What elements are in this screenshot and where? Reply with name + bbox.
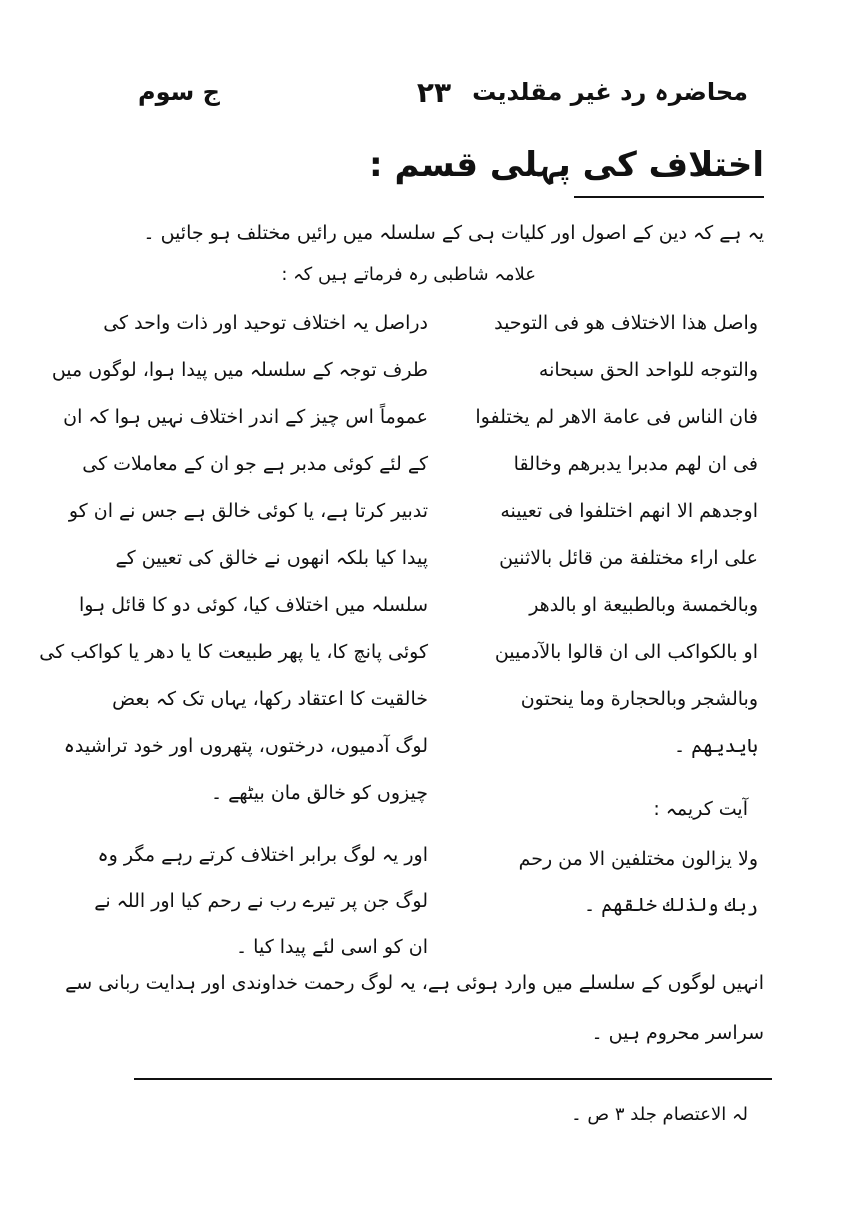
header-book-title: محاضرہ رد غیر مقلدیت bbox=[472, 78, 748, 106]
header-volume: ج سوم bbox=[138, 78, 220, 106]
arabic-quote-line: وبالشجر وبالحجارة وما ينحتون bbox=[520, 688, 758, 710]
intro-line: یہ ہے کہ دین کے اصول اور کلیات ہی کے سلسلہ میں رائیں مختلف ہو جائیں ۔ bbox=[143, 222, 764, 244]
section-title: اختلاف کی پہلی قسم : bbox=[369, 145, 764, 185]
ayat-arabic-line: ولا يزالون مختلفين الا من رحم bbox=[518, 848, 758, 870]
urdu-translation-line: کے لئے کوئی مدبر ہے جو ان کے معاملات کی bbox=[82, 453, 428, 475]
arabic-quote-line: على اراء مختلفة من قائل بالاثنين bbox=[499, 547, 758, 569]
arabic-quote-line: فى ان لهم مدبرا يدبرهم وخالقا bbox=[513, 453, 758, 475]
urdu-translation-line: عموماً اس چیز کے اندر اختلاف نہیں ہوا کہ ان bbox=[63, 406, 428, 428]
closing-line: انہیں لوگوں کے سلسلے میں وارد ہوئی ہے، یہ لوگ رحمت خداوندی اور ہدایت ربانی سے bbox=[65, 972, 764, 994]
urdu-translation-line: تدبیر کرتا ہے، یا کوئی خالق ہے جس نے ان کو bbox=[68, 500, 428, 522]
arabic-quote-line: اوجدهم الا انهم اختلفوا فى تعيينه bbox=[500, 500, 758, 522]
title-underline bbox=[574, 196, 764, 198]
urdu-translation-line: دراصل یہ اختلاف توحید اور ذات واحد کی bbox=[103, 312, 428, 334]
closing-line: سراسر محروم ہیں ۔ bbox=[591, 1022, 764, 1044]
urdu-translation-line: لوگ آدمیوں، درختوں، پتھروں اور خود تراشیدہ bbox=[63, 735, 428, 757]
ayat-urdu-line: اور یہ لوگ برابر اختلاف کرتے رہے مگر وہ bbox=[97, 844, 428, 866]
ayat-arabic-line: ربك ولذلك خلقهم ۔ bbox=[584, 894, 758, 916]
arabic-quote-line: بايديهم ۔ bbox=[674, 735, 758, 757]
urdu-translation-line: کوئی پانچ کا، یا پھر طبیعت کا یا دھر یا کواکب کی bbox=[39, 641, 428, 663]
urdu-translation-line: خالقیت کا اعتقاد رکھا، یہاں تک کہ بعض bbox=[112, 688, 428, 710]
urdu-translation-line: سلسلہ میں اختلاف کیا، کوئی دو کا قائل ہوا bbox=[79, 594, 428, 616]
urdu-translation-line: طرف توجہ کے سلسلہ میں پیدا ہوا، لوگوں میں bbox=[51, 359, 428, 381]
ayat-urdu-line: ان کو اسی لئے پیدا کیا ۔ bbox=[236, 936, 428, 958]
urdu-translation-line: چیزوں کو خالق مان بیٹھے ۔ bbox=[210, 782, 428, 804]
footnote-divider bbox=[134, 1078, 772, 1080]
arabic-quote-line: او بالكواكب الى ان قالوا بالآدميين bbox=[494, 641, 758, 663]
arabic-quote-line: فان الناس فى عامة الاهر لم يختلفوا bbox=[475, 406, 758, 428]
footnote: لہ الاعتصام جلد ۳ ص ۔ bbox=[571, 1104, 748, 1125]
ayat-urdu-line: لوگ جن پر تیرے رب نے رحم کیا اور اللہ نے bbox=[94, 890, 428, 912]
arabic-quote-line: واصل هذا الاختلاف هو فى التوحيد bbox=[494, 312, 758, 334]
header-page-number: ۲۳ bbox=[416, 76, 452, 109]
ayat-heading: آیت کریمہ : bbox=[653, 798, 748, 820]
urdu-translation-line: پیدا کیا بلکہ انھوں نے خالق کی تعیین کے bbox=[115, 547, 428, 569]
shatibi-line: علامہ شاطبی رہ فرماتے ہیں کہ : bbox=[281, 264, 536, 285]
arabic-quote-line: والتوجه للواحد الحق سبحانه bbox=[538, 359, 758, 381]
arabic-quote-line: وبالخمسة وبالطبيعة او بالدهر bbox=[529, 594, 758, 616]
